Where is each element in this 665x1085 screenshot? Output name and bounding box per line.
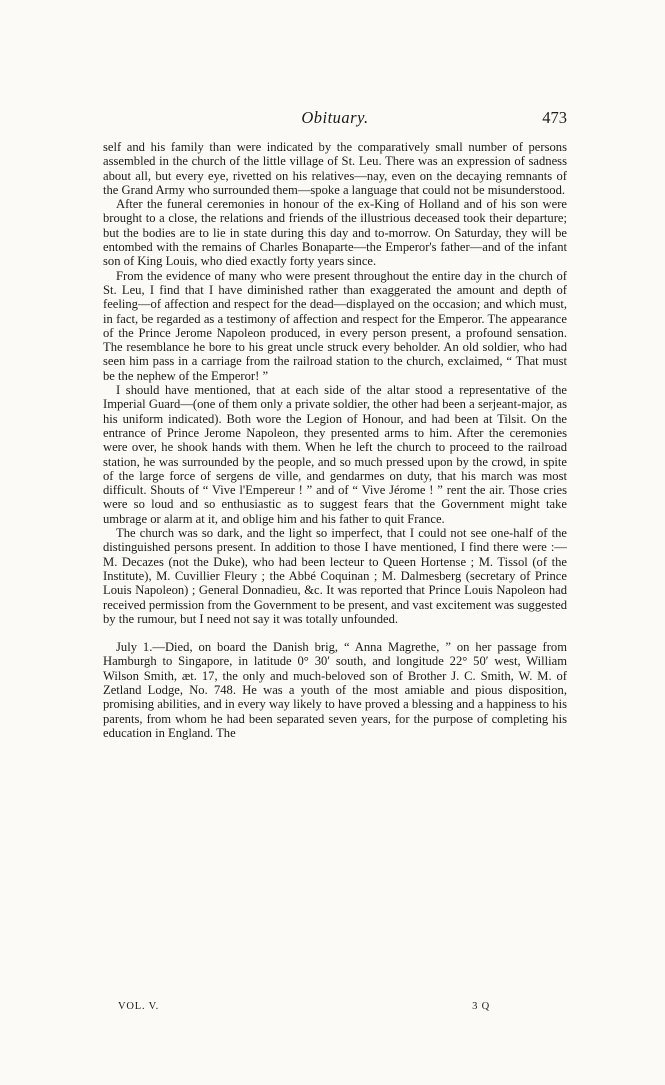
signature-mark: 3 Q [472,1001,490,1012]
paragraph-evidence: From the evidence of many who were present throughout the entire day in the church of St. Leu, I find that I have diminished rather than exaggerated the amount and depth of feeling—of affection and respect for the dead—displayed on the occasion; and which must, in fact, be regarded as a testimony of affection and respect for the Emperor. The appearance of the Prince Jerome Napoleon produced, in every person present, a profound sensation. The resemblance he bore to his great uncle struck every beholder. An old soldier, who had seen him pass in a carriage from the railroad station to the church, exclaimed, “ That must be the nephew of the Emperor! ” [103,268,567,383]
paragraph-imperial-guard: I should have mentioned, that at each side of the altar stood a representative of the Imperial Guard—(one of them only a private soldier, the other had been a serjeant-major, as his uniform indicated). Both wore the Legion of Honour, and had been at Tilsit. On the entrance of Prince Jerome Napoleon, they presented arms to him. After the ceremonies were over, he shook hands with them. When he left the church to proceed to the railroad station, he was surrounded by the people, and so much pressed upon by the crowd, in spite of the large force of sergens de ville, and gendarmes on duty, that his march was most difficult. Shouts of “ Vive l'Empereur ! ” and of “ Vive Jérome ! ” rent the air. Those cries were so loud and so enthusiastic as to suggest fears that the Government might take umbrage or alarm at it, and oblige him and his father to quit France. [103,383,567,526]
paragraph-july-obituary: July 1.—Died, on board the Danish brig, “ Anna Magrethe, ” on her passage from Hamburgh to Singapore, in latitude 0° 30′ south, and longitude 22° 50′ west, William Wilson Smith, æt. 17, the only and much-beloved son of Brother J. C. Smith, W. M. of Zetland Lodge, No. 748. He was a youth of the most amiable and pious disposition, promising abilities, and in every way likely to have proved a blessing and a happiness to his parents, from whom he had been separated seven years, for the purpose of completing his education in England. The [103,640,567,740]
running-title: Obituary. [301,108,369,127]
paragraph-distinguished-persons: The church was so dark, and the light so imperfect, that I could not see one-half of the distinguished persons present. In addition to those I have mentioned, I find there were :—M. Decazes (not the Duke), who had been lecteur to Queen Hortense ; M. Tissol (of the Institute), M. Cuvillier Fleury ; the Abbé Coquinan ; M. Dalmesberg (secretary of Prince Louis Napoleon) ; General Donnadieu, &c. It was reported that Prince Louis Napoleon had received permission from the Government to be present, and vast excitement was suggested by the rumour, but I need not say it was totally unfounded. [103,526,567,626]
paragraph-continuation: self and his family than were indicated by the comparatively small number of persons assembled in the church of the little village of St. Leu. There was an expression of sadness about all, but every eye, rivetted on his relatives—nay, even on the decaying remnants of the Grand Army who surrounded them—spoke a language that could not be misunderstood. [103,140,567,197]
paragraph-funeral-ceremonies: After the funeral ceremonies in honour of the ex-King of Holland and of his son were brought to a close, the relations and friends of the illustrious deceased took their departure; but the bodies are to lie in state during this day and to-morrow. On Saturday, they will be entombed with the remains of Charles Bonaparte—the Emperor's father—and of the infant son of King Louis, who died exactly forty years since. [103,197,567,269]
page-header [103,108,567,132]
body-text [103,140,567,740]
volume-label: VOL. V. [118,1001,160,1012]
page-footer [118,1001,490,1012]
page-number: 473 [542,108,567,127]
